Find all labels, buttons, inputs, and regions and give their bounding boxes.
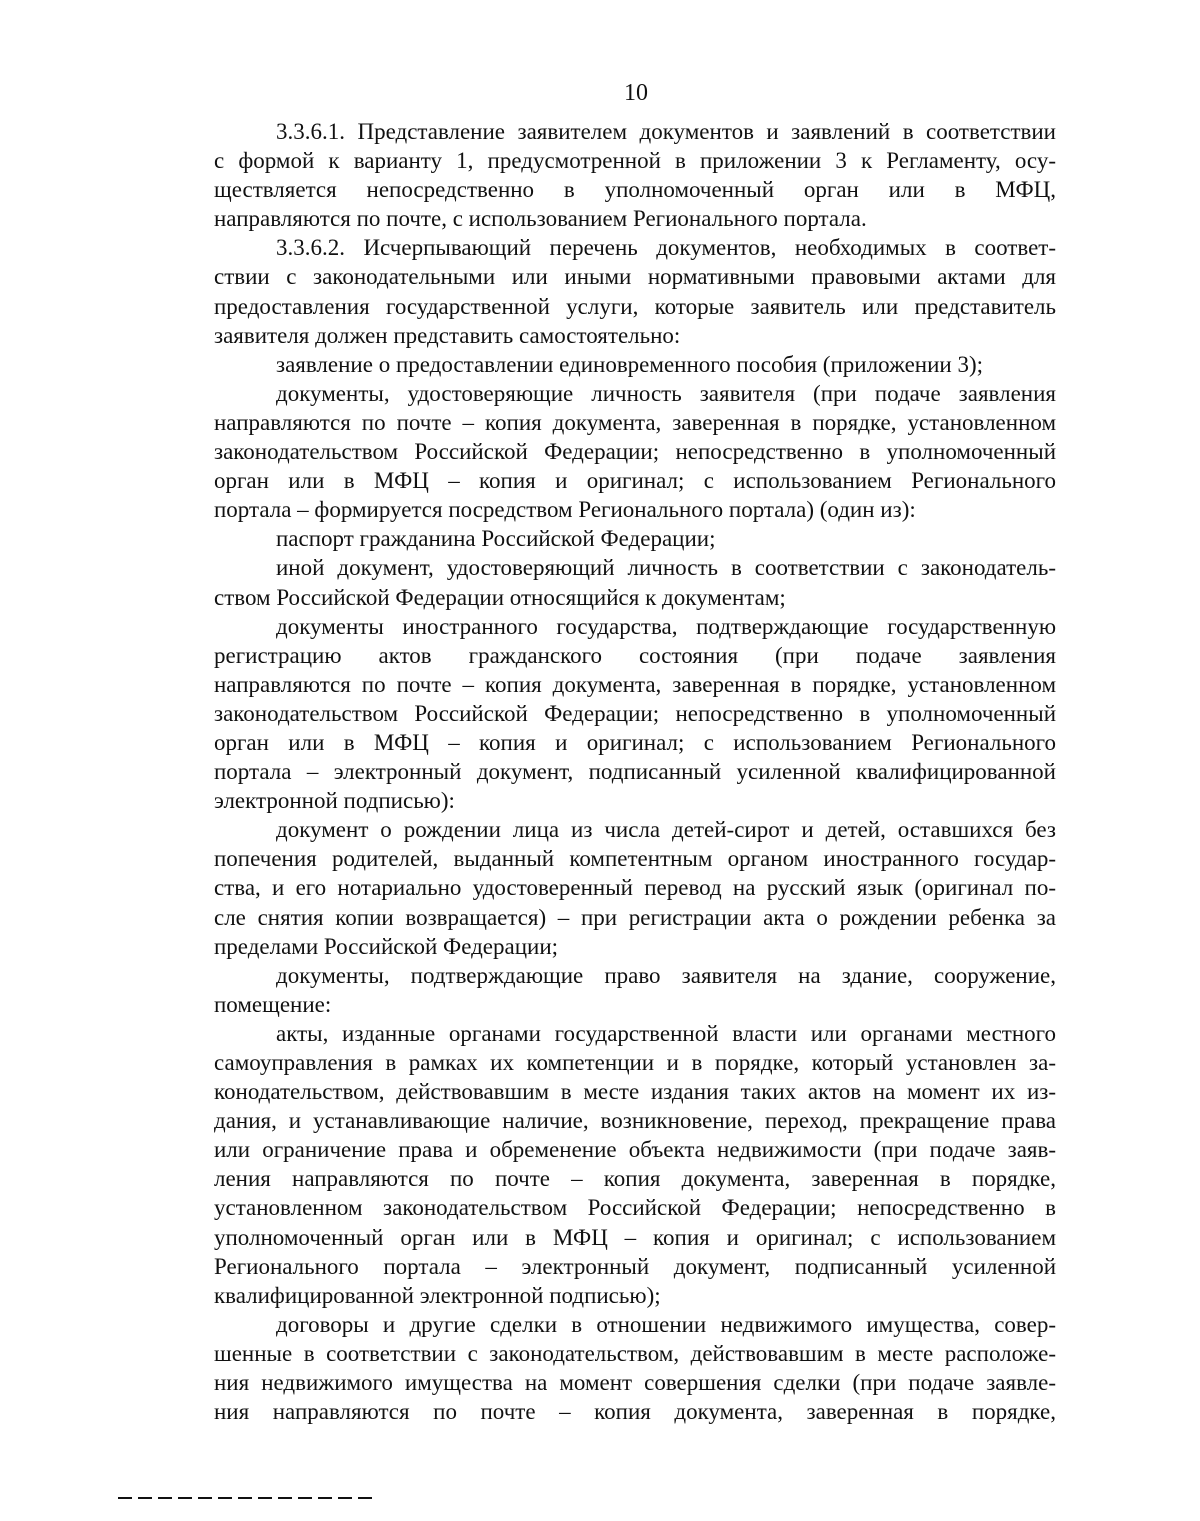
text-line: конодательством, действовавшим в месте издания таких актов на момент их из- [214, 1079, 1056, 1105]
text-line: уполномоченный орган или в МФЦ – копия и оригинал; с использованием [214, 1224, 1056, 1250]
text-line: договоры и другие сделки в отношении недвижимого имущества, совер- [276, 1311, 1056, 1337]
text-line: или ограничение права и обременение объекта недвижимости (при подаче заяв- [214, 1137, 1056, 1163]
text-line: предоставления государственной услуги, которые заявитель или представитель [214, 293, 1056, 319]
body-text [214, 117, 1056, 1426]
text-line: документы, удостоверяющие личность заявителя (при подаче заявления [276, 380, 1056, 406]
text-line: попечения родителей, выданный компетентным органом иностранного государ- [214, 846, 1056, 872]
page-number: 10 [624, 80, 648, 106]
text-line: акты, изданные органами государственной власти или органами местного [276, 1020, 1056, 1046]
text-line: паспорт гражданина Российской Федерации; [276, 526, 716, 552]
text-line: ства, и его нотариально удостоверенный перевод на русский язык (оригинал по- [214, 875, 1056, 901]
text-line: заявителя должен представить самостоятельно: [214, 322, 681, 348]
text-line: портала – электронный документ, подписанный усиленной квалифицированной [214, 759, 1056, 785]
text-line: 3.3.6.1. Представление заявителем документов и заявлений в соответствии [276, 119, 1056, 144]
text-line: ществляется непосредственно в уполномоченный орган или в МФЦ, [214, 177, 1056, 203]
text-line: с формой к варианту 1, предусмотренной в приложении 3 к Регламенту, осу- [214, 148, 1056, 174]
text-line: документы, подтверждающие право заявителя на здание, сооружение, [276, 962, 1056, 988]
text-line: шенные в соответствии с законодательством, действовавшим в месте расположе- [214, 1340, 1056, 1366]
text-line: ствии с законодательными или иными нормативными правовыми актами для [214, 264, 1056, 290]
text-line: направляются по почте, с использованием Регионального портала. [214, 206, 867, 232]
text-line: установленном законодательством Российской Федерации; непосредственно в [214, 1195, 1056, 1221]
text-line: помещение: [214, 991, 332, 1017]
text-line: орган или в МФЦ – копия и оригинал; с использованием Регионального [214, 468, 1056, 494]
text-line: портала – формируется посредством Регионального портала) (один из): [214, 497, 916, 523]
text-line: пределами Российской Федерации; [214, 933, 559, 959]
text-line: законодательством Российской Федерации; непосредственно в уполномоченный [214, 439, 1056, 465]
text-line: иной документ, удостоверяющий личность в соответствии с законодатель- [276, 555, 1056, 581]
text-line: электронной подписью): [214, 788, 455, 814]
text-line: Регионального портала – электронный документ, подписанный усиленной [214, 1253, 1056, 1279]
text-line: направляются по почте – копия документа, заверенная в порядке, установленном [214, 671, 1056, 697]
text-line: 3.3.6.2. Исчерпывающий перечень документов, необходимых в соответ- [276, 235, 1056, 261]
text-line: регистрацию актов гражданского состояния (при подаче заявления [214, 642, 1056, 668]
text-line: заявление о предоставлении единовременного пособия (приложении 3); [276, 351, 984, 377]
text-line: самоуправления в рамках их компетенции и в порядке, который установлен за- [214, 1050, 1056, 1075]
text-line: ления направляются по почте – копия документа, заверенная в порядке, [214, 1166, 1056, 1192]
text-line: сле снятия копии возвращается) – при регистрации акта о рождении ребенка за [214, 904, 1056, 930]
text-line: ством Российской Федерации относящийся к документам; [214, 584, 786, 610]
text-line: направляются по почте – копия документа, заверенная в порядке, установленном [214, 409, 1056, 435]
text-line: дания, и устанавливающие наличие, возникновение, переход, прекращение права [214, 1108, 1056, 1134]
text-line: квалифицированной электронной подписью); [214, 1282, 661, 1308]
text-line: документы иностранного государства, подтверждающие государственную [276, 613, 1056, 639]
footer-separator-line [118, 1497, 373, 1499]
text-line: ния направляются по почте – копия документа, заверенная в порядке, [214, 1399, 1056, 1425]
text-line: ния недвижимого имущества на момент совершения сделки (при подаче заявле- [214, 1370, 1056, 1396]
text-line: орган или в МФЦ – копия и оригинал; с использованием Регионального [214, 729, 1056, 755]
text-line: законодательством Российской Федерации; непосредственно в уполномоченный [214, 700, 1056, 726]
text-line: документ о рождении лица из числа детей-сирот и детей, оставшихся без [276, 817, 1056, 843]
